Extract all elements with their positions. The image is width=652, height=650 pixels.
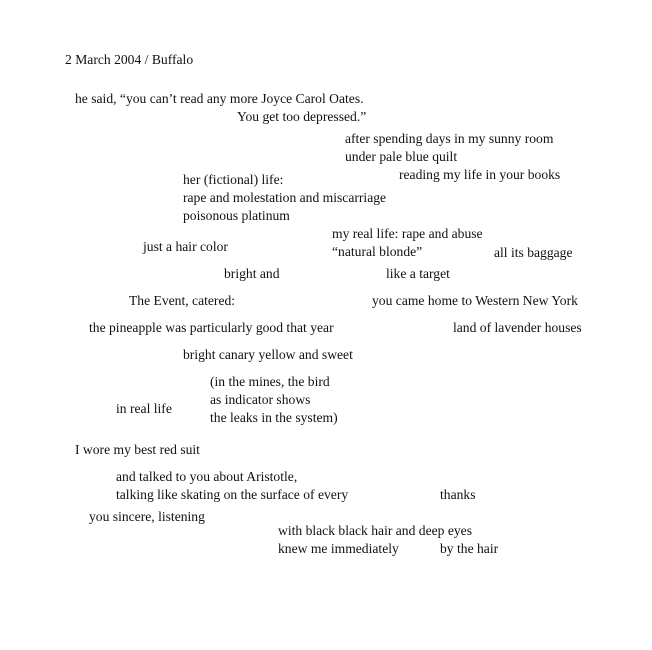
poem-line-like-target: like a target [386, 266, 450, 281]
poem-line-canary: bright canary yellow and sweet [183, 347, 353, 362]
poem-line-leaks: the leaks in the system) [210, 410, 338, 425]
poem-line-sincere: you sincere, listening [89, 509, 205, 524]
poem-line-aristotle: and talked to you about Aristotle, [116, 469, 298, 484]
poem-line-red-suit: I wore my best red suit [75, 442, 200, 457]
poem-line-rape-molestation: rape and molestation and miscarriage [183, 190, 387, 205]
poem-line-indicator: as indicator shows [210, 392, 311, 407]
poem-line-by-hair: by the hair [440, 541, 499, 556]
poem-line-pineapple: the pineapple was particularly good that year [89, 320, 334, 335]
poem-line-poisonous-platinum: poisonous platinum [183, 208, 290, 223]
poem-line-mines: (in the mines, the bird [210, 374, 330, 389]
poem-line-in-real-life: in real life [116, 401, 172, 416]
poem-line-event-catered: The Event, catered: [129, 293, 236, 308]
poem-line-after-spending: after spending days in my sunny room [345, 131, 554, 146]
poem-line-lavender: land of lavender houses [453, 320, 582, 335]
date-heading: 2 March 2004 / Buffalo [65, 52, 194, 67]
poem-line-reading-my-life: reading my life in your books [399, 167, 561, 182]
poem-line-natural-blonde: “natural blonde” [332, 244, 423, 259]
poem-line-fictional-life: her (fictional) life: [183, 172, 284, 187]
poem-line-skating: talking like skating on the surface of every [116, 487, 349, 502]
poem-line-hair-color: just a hair color [143, 239, 228, 254]
poem-line-black-hair: with black black hair and deep eyes [278, 523, 473, 538]
poem-line-thanks: thanks [440, 487, 476, 502]
poem-line-he-said: he said, “you can’t read any more Joyce Carol Oates. [75, 91, 364, 106]
poem-line-came-home: you came home to Western New York [372, 293, 578, 308]
poem-line-knew-me: knew me immediately [278, 541, 399, 556]
poem-line-baggage: all its baggage [494, 245, 573, 260]
poem-line-bright-and: bright and [224, 266, 280, 281]
poem-line-real-life: my real life: rape and abuse [332, 226, 483, 241]
poem-line-too-depressed: You get too depressed.” [237, 109, 367, 124]
poem-line-under-quilt: under pale blue quilt [345, 149, 458, 164]
